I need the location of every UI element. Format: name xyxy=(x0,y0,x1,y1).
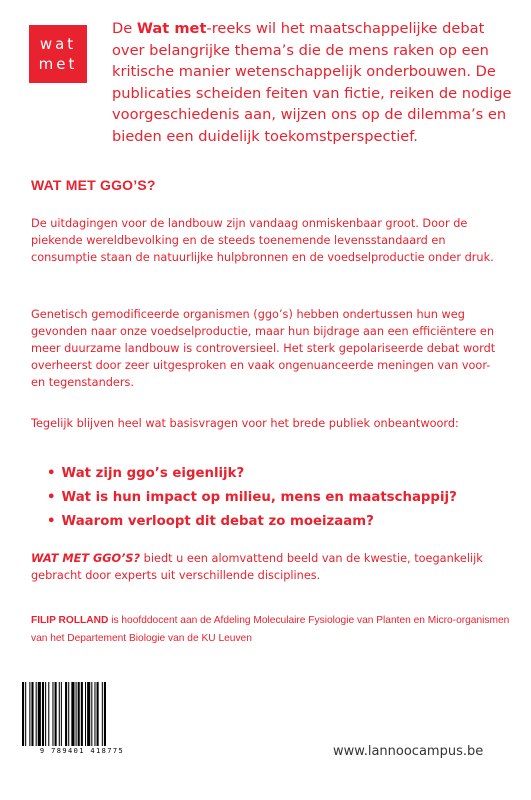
author-text: is hoofddocent aan de Afdeling Moleculaire Fysiologie van Planten en Micro-organismen van het Departement Biologie van de KU Leuven xyxy=(31,615,510,644)
series-intro xyxy=(112,18,512,147)
question-item: • Waarom verloopt dit debat zo moeizaam? xyxy=(47,510,457,534)
logo-line-1: wat xyxy=(39,35,77,53)
summary xyxy=(31,550,501,584)
barcode-bar xyxy=(48,682,49,746)
barcode-bar xyxy=(78,682,80,746)
barcode-bar xyxy=(52,682,53,746)
book-heading: WAT MET GGO’S? xyxy=(31,177,156,193)
author-bio xyxy=(31,612,511,648)
barcode-bar xyxy=(36,682,37,746)
paragraph-3: Tegelijk blijven heel wat basisvragen voor het brede publiek onbeantwoord: xyxy=(31,417,459,430)
question-list xyxy=(47,462,457,534)
barcode-bar xyxy=(29,682,30,746)
barcode-bar xyxy=(55,682,57,746)
barcode-bar xyxy=(87,682,90,746)
barcode-bar xyxy=(85,682,86,746)
barcode-bar xyxy=(76,682,77,746)
intro-prefix: De xyxy=(112,20,137,37)
barcode-bar xyxy=(61,682,62,746)
barcode-bar xyxy=(91,682,92,746)
summary-text: biedt u een alomvattend beeld van de kwestie, toegankelijk gebracht door experts uit verschillende disciplines. xyxy=(31,552,483,582)
isbn-number: 9 789401 418775 xyxy=(39,747,125,755)
barcode-bar xyxy=(71,682,74,746)
series-logo xyxy=(29,25,87,83)
barcode xyxy=(20,682,144,758)
summary-title: WAT MET GGO’S? xyxy=(31,552,141,565)
question-item: • Wat is hun impact op milieu, mens en maatschappij? xyxy=(47,486,457,510)
website-url: www.lannoocampus.be xyxy=(333,744,484,759)
barcode-bar xyxy=(22,682,24,746)
barcode-bar xyxy=(31,682,33,746)
barcode-bar xyxy=(104,682,106,746)
barcode-bar xyxy=(97,682,99,746)
barcode-bar xyxy=(59,682,60,746)
barcode-bar xyxy=(42,682,44,746)
barcode-bar xyxy=(25,682,26,746)
barcode-bar xyxy=(45,682,46,746)
intro-text: -reeks wil het maatschappelijke debat over belangrijke thema’s die de mens raken op een kritische manier wetenschappelijk onderbouwen. De publicaties scheiden feiten van fictie, reiken de nodige voorgeschiedenis aan, wijzen ons op de dilemma’s en bieden een duidelijk toekomstperspectief. xyxy=(112,20,512,145)
barcode-bars xyxy=(20,682,144,746)
paragraph-2: Genetisch gemodificeerde organismen (ggo’s) hebben ondertussen hun weg gevonden naar onze voedselproductie, maar hun bijdrage aan een efficiëntere en meer duurzame landbouw is controversieel. Het sterk gepolariseerde debat wordt overheerst door zeer uitgesproken en vaak ongenuanceerde meningen van voor- en tegenstanders. xyxy=(31,308,496,389)
author-name: FILIP ROLLAND xyxy=(31,615,109,626)
barcode-bar xyxy=(81,682,83,746)
question-item: • Wat zijn ggo’s eigenlijk? xyxy=(47,462,457,486)
barcode-bar xyxy=(68,682,69,746)
barcode-bar xyxy=(65,682,67,746)
intro-series-name: Wat met xyxy=(136,20,207,37)
paragraph-1: De uitdagingen voor de landbouw zijn vandaag onmiskenbaar groot. Door de piekende wereldbevolking en de steeds toenemende levensstandaard en consumptie staan de natuurlijke hulpbronnen en de voedselproductie onder druk. xyxy=(31,217,494,264)
barcode-bar xyxy=(102,682,103,746)
barcode-bar xyxy=(38,682,41,746)
barcode-bar xyxy=(94,682,95,746)
logo-line-2: met xyxy=(38,55,78,73)
